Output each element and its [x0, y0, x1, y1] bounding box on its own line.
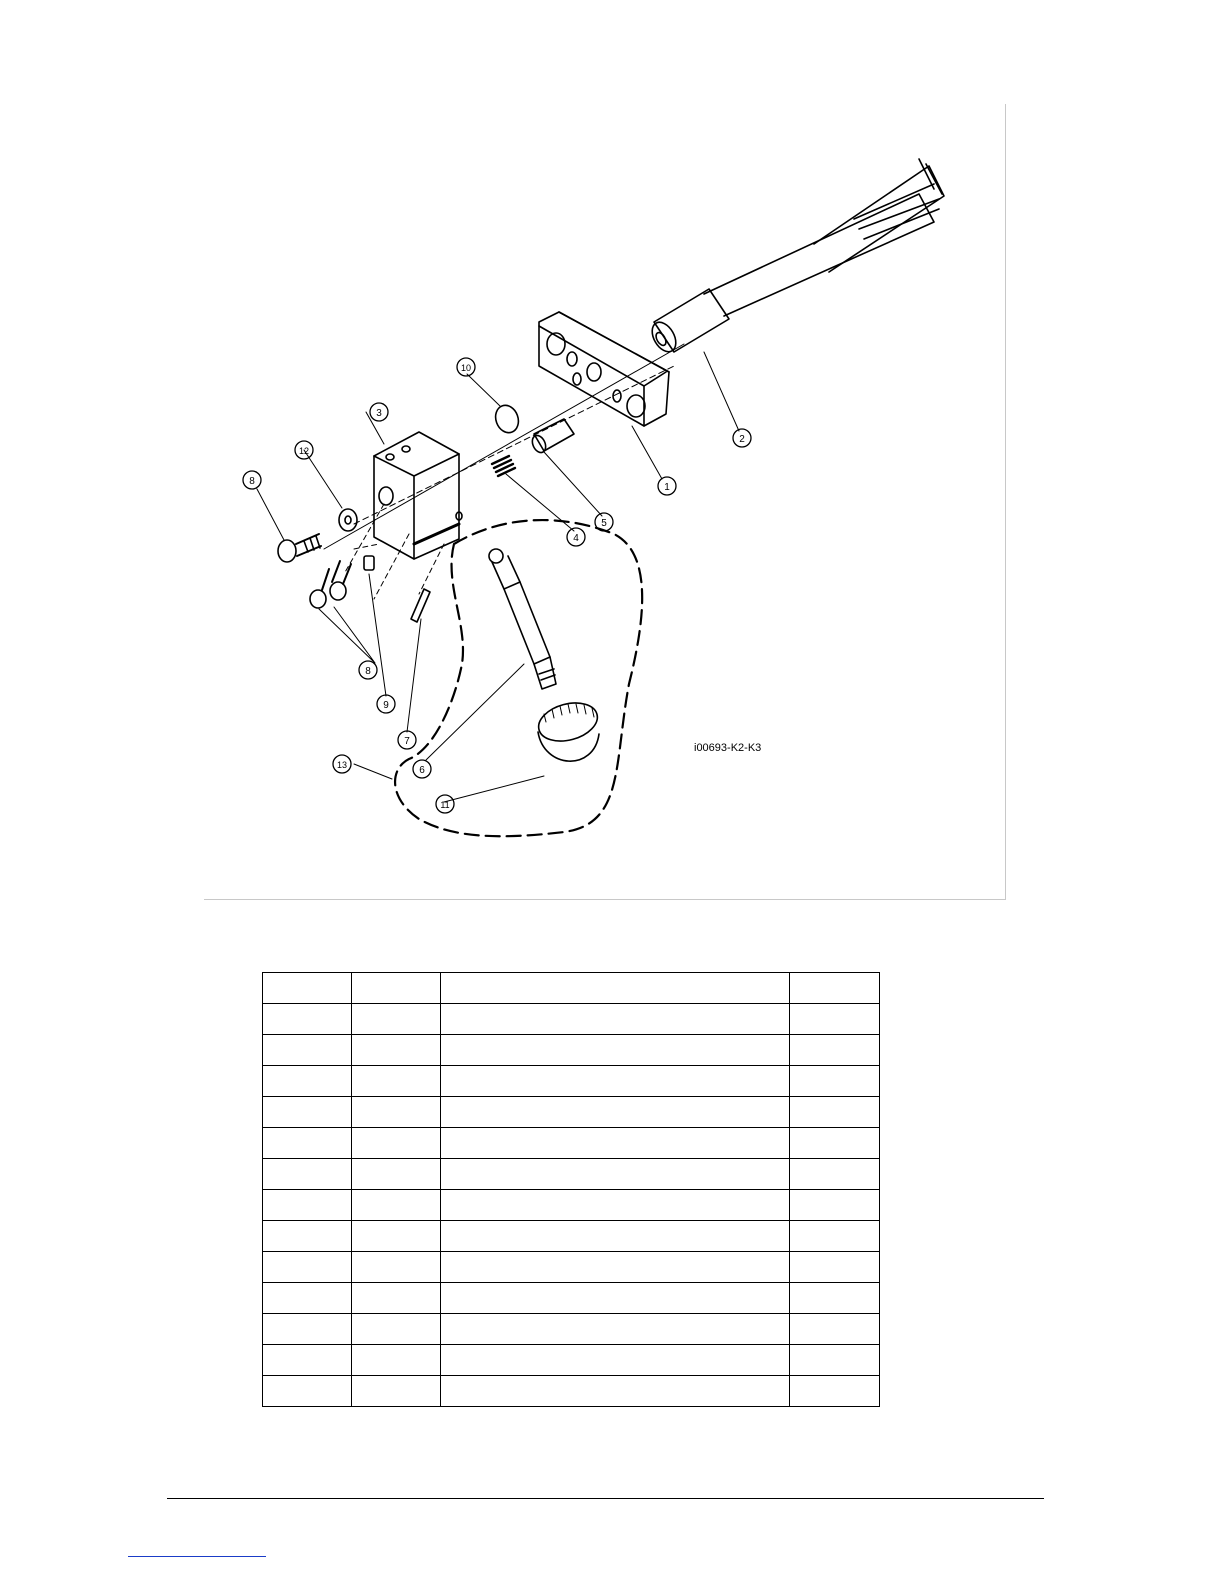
table-cell: [790, 1376, 880, 1407]
table-cell: [263, 1128, 352, 1159]
table-cell: [441, 1066, 790, 1097]
table-row: [263, 1190, 880, 1221]
table-cell: [790, 1035, 880, 1066]
part-6-plunger: [489, 549, 556, 689]
part-11-knob: [534, 697, 601, 761]
callout-8-lower: 8: [365, 666, 371, 677]
callout-13: 13: [336, 760, 348, 770]
table-row: [263, 1283, 880, 1314]
table-cell: [263, 1004, 352, 1035]
header-cell: [441, 973, 790, 1004]
table-row: [263, 1314, 880, 1345]
header-cell: [790, 973, 880, 1004]
table-cell: [352, 1066, 441, 1097]
table-cell: [790, 1004, 880, 1035]
parts-list-table: [262, 972, 880, 1407]
table-cell: [441, 1283, 790, 1314]
part-12-washer: [339, 509, 357, 531]
table-cell: [790, 1345, 880, 1376]
table-cell: [352, 1221, 441, 1252]
table-cell: [790, 1221, 880, 1252]
table-cell: [352, 1252, 441, 1283]
table-cell: [352, 1345, 441, 1376]
table-cell: [790, 1066, 880, 1097]
table-cell: [441, 1221, 790, 1252]
table-cell: [263, 1252, 352, 1283]
callout-2: 2: [739, 434, 745, 445]
table-cell: [263, 1035, 352, 1066]
table-cell: [790, 1252, 880, 1283]
table-cell: [352, 1159, 441, 1190]
table-row: [263, 1128, 880, 1159]
callout-6: 6: [419, 765, 425, 776]
table-cell: [352, 1190, 441, 1221]
part-8-cap-screws: [278, 534, 351, 608]
table-header-row: [263, 973, 880, 1004]
table-cell: [790, 1159, 880, 1190]
table-cell: [263, 1066, 352, 1097]
table-row: [263, 1345, 880, 1376]
part-10-ring: [492, 402, 522, 436]
table-cell: [790, 1314, 880, 1345]
callout-5: 5: [601, 518, 607, 529]
callout-4: 4: [573, 533, 579, 544]
table-cell: [441, 1004, 790, 1035]
table-cell: [441, 1159, 790, 1190]
table-cell: [263, 1221, 352, 1252]
table-cell: [441, 1128, 790, 1159]
callout-10: 10: [460, 363, 472, 373]
header-cell: [263, 973, 352, 1004]
table-cell: [263, 1159, 352, 1190]
table-cell: [263, 1190, 352, 1221]
callout-11: 11: [440, 800, 450, 810]
table-cell: [263, 1376, 352, 1407]
table-row: [263, 1097, 880, 1128]
callout-7: 7: [404, 736, 410, 747]
callout-9: 9: [383, 700, 389, 711]
part-1-plate: [539, 312, 669, 426]
header-cell: [352, 973, 441, 1004]
table-cell: [441, 1345, 790, 1376]
table-cell: [790, 1283, 880, 1314]
table-cell: [352, 1314, 441, 1345]
table-cell: [441, 1097, 790, 1128]
table-cell: [263, 1345, 352, 1376]
table-cell: [441, 1035, 790, 1066]
table-row: [263, 1066, 880, 1097]
callout-3: 3: [376, 408, 382, 419]
footer-rule: [167, 1498, 1044, 1499]
part-5-sleeve: [530, 419, 574, 455]
table-cell: [441, 1376, 790, 1407]
table-cell: [352, 1376, 441, 1407]
table-cell: [352, 1004, 441, 1035]
part-9-small-screw: [364, 556, 374, 570]
part-4-set-screw: [492, 456, 515, 476]
table-cell: [352, 1035, 441, 1066]
callout-12: 12: [298, 446, 310, 456]
exploded-parts-figure: [204, 104, 1006, 900]
callout-1: 1: [664, 482, 670, 493]
table-row: [263, 1221, 880, 1252]
table-cell: [441, 1314, 790, 1345]
table-cell: [263, 1283, 352, 1314]
part-7-pin: [411, 589, 430, 622]
table-cell: [263, 1314, 352, 1345]
part-2-shaft: [647, 159, 944, 356]
table-cell: [441, 1190, 790, 1221]
table-row: [263, 1035, 880, 1066]
table-cell: [790, 1097, 880, 1128]
table-cell: [790, 1128, 880, 1159]
callout-circles: [243, 358, 751, 813]
callout-8-upper: 8: [249, 476, 255, 487]
drawing-id-label: i00693-K2-K3: [694, 742, 762, 754]
footer-link-underline[interactable]: [128, 1556, 266, 1557]
table-row: [263, 1159, 880, 1190]
table-cell: [352, 1128, 441, 1159]
exploded-view-drawing: [204, 104, 1006, 900]
callout-13-group-outline: [395, 520, 642, 836]
table-cell: [790, 1190, 880, 1221]
table-row: [263, 1252, 880, 1283]
table-cell: [352, 1283, 441, 1314]
assembly-axis-lines: [324, 344, 684, 599]
table-cell: [352, 1097, 441, 1128]
table-row: [263, 1376, 880, 1407]
table-cell: [441, 1252, 790, 1283]
table-row: [263, 1004, 880, 1035]
table-cell: [263, 1097, 352, 1128]
